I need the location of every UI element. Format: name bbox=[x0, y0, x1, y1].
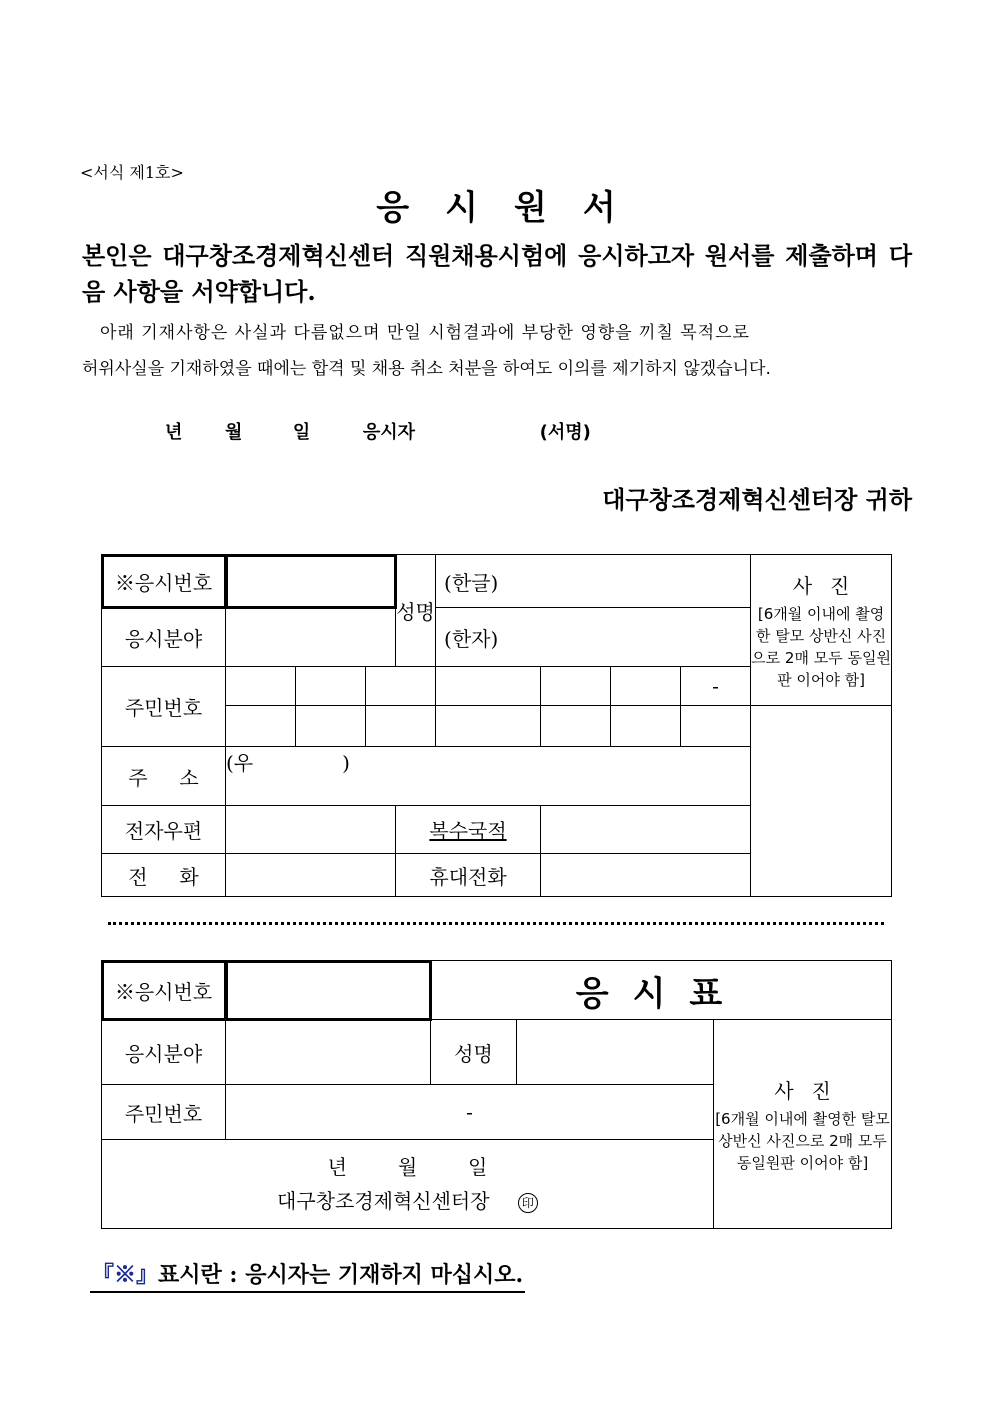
ticket-title: 응시표 bbox=[575, 973, 747, 1014]
email-field[interactable] bbox=[226, 806, 396, 854]
mobile-label: 휴대전화 bbox=[396, 854, 541, 897]
exam-ticket-table bbox=[101, 960, 892, 1229]
resident-digit-cell[interactable] bbox=[436, 667, 541, 706]
ticket-field-label: 응시분야 bbox=[102, 1020, 226, 1085]
ticket-photo-label: 사진 bbox=[774, 1078, 849, 1103]
resident-digit-cell[interactable] bbox=[541, 667, 611, 706]
ticket-field-input[interactable] bbox=[226, 1020, 431, 1085]
phone-label: 전 화 bbox=[102, 854, 226, 897]
notice-text: 표시란 : 응시자는 기재하지 마십시오. bbox=[158, 1262, 524, 1288]
name-korean-field[interactable] bbox=[436, 555, 751, 608]
signature-month: 월 bbox=[224, 422, 243, 443]
address-label: 주 소 bbox=[102, 747, 226, 806]
pledge-line-2: 허위사실을 기재하였을 때에는 합격 및 채용 취소 처분을 하여도 이의를 제기하지 않겠습니다. bbox=[82, 359, 771, 379]
cut-line bbox=[108, 922, 884, 925]
application-table bbox=[101, 554, 892, 897]
ticket-exam-number-field[interactable] bbox=[226, 961, 431, 1020]
exam-number-field[interactable] bbox=[226, 555, 396, 608]
ticket-issue-cell bbox=[102, 1140, 714, 1229]
ticket-issuer-line bbox=[102, 1184, 713, 1218]
seal-mark: 印 bbox=[518, 1193, 538, 1213]
multi-nationality-field[interactable] bbox=[541, 806, 751, 854]
notice-mark: 『※』 bbox=[92, 1262, 159, 1288]
pledge-line-1: 아래 기재사항은 사실과 다름없으며 만일 시험결과에 부당한 영향을 끼칠 목적으로 bbox=[100, 323, 750, 343]
signature-day: 일 bbox=[292, 422, 311, 443]
resident-number-label: 주민번호 bbox=[102, 667, 226, 747]
name-label: 성명 bbox=[396, 555, 436, 667]
photo-box-lower bbox=[751, 706, 892, 897]
recipient: 대구창조경제혁신센터장 귀하 bbox=[602, 486, 912, 514]
phone-field[interactable] bbox=[226, 854, 396, 897]
field-input[interactable] bbox=[226, 608, 396, 667]
notice bbox=[90, 1258, 525, 1293]
resident-digit-cell[interactable] bbox=[366, 706, 436, 747]
name-hanja-field[interactable] bbox=[436, 608, 751, 667]
ticket-photo-description: [6개월 이내에 촬영한 탈모 상반신 사진으로 2매 모두 동일원판 이어야 함] bbox=[715, 1109, 890, 1172]
ticket-name-label: 성명 bbox=[431, 1020, 517, 1085]
resident-digit-cell[interactable] bbox=[611, 667, 681, 706]
exam-number-label: ※응시번호 bbox=[102, 555, 226, 608]
resident-digit-cell[interactable] bbox=[226, 667, 296, 706]
ticket-issuer: 대구창조경제혁신센터장 bbox=[277, 1189, 490, 1213]
mobile-field[interactable] bbox=[541, 854, 751, 897]
resident-digit-cell[interactable] bbox=[681, 706, 751, 747]
ticket-resident-label: 주민번호 bbox=[102, 1085, 226, 1140]
resident-digit-cell[interactable] bbox=[541, 706, 611, 747]
photo-label: 사진 bbox=[792, 573, 868, 598]
multi-nationality-label: 복수국적 bbox=[396, 806, 541, 854]
signature-year: 년 bbox=[165, 422, 183, 443]
ticket-name-input[interactable] bbox=[517, 1020, 714, 1085]
resident-digit-cell[interactable] bbox=[296, 706, 366, 747]
form-number-label: <서식 제1호> bbox=[80, 163, 184, 182]
name-hanja-label: (한자) bbox=[444, 626, 499, 651]
resident-digit-cell[interactable] bbox=[611, 706, 681, 747]
ticket-photo-box[interactable] bbox=[714, 1020, 892, 1229]
ticket-resident-dash: - bbox=[466, 1100, 473, 1124]
resident-digit-cell[interactable] bbox=[366, 667, 436, 706]
signature-line bbox=[165, 418, 591, 444]
zip-placeholder: (우 ) bbox=[226, 751, 350, 775]
page-title: 응시원서 bbox=[376, 188, 652, 228]
photo-box[interactable] bbox=[751, 555, 892, 706]
ticket-exam-number-label: ※응시번호 bbox=[102, 961, 226, 1020]
photo-description: [6개월 이내에 촬영한 탈모 상반신 사진으로 2매 모두 동일원판 이어야 함] bbox=[751, 604, 891, 689]
name-korean-label: (한글) bbox=[444, 570, 499, 595]
resident-digit-cell[interactable] bbox=[436, 706, 541, 747]
ticket-date-line: 년 월 일 bbox=[327, 1155, 488, 1179]
ticket-resident-field[interactable] bbox=[226, 1085, 714, 1140]
email-label: 전자우편 bbox=[102, 806, 226, 854]
intro-paragraph: 본인은 대구창조경제혁신센터 직원채용시험에 응시하고자 원서를 제출하며 다음 사항을 서약합니다. bbox=[82, 241, 912, 306]
ticket-title-cell bbox=[431, 961, 892, 1020]
address-field[interactable] bbox=[226, 747, 751, 806]
field-label: 응시분야 bbox=[102, 608, 226, 667]
signature-applicant: 응시자 bbox=[362, 422, 416, 443]
resident-digit-cell[interactable] bbox=[226, 706, 296, 747]
resident-dash: - bbox=[681, 667, 751, 706]
signature-sign[interactable]: (서명) bbox=[539, 422, 591, 443]
resident-digit-cell[interactable] bbox=[296, 667, 366, 706]
